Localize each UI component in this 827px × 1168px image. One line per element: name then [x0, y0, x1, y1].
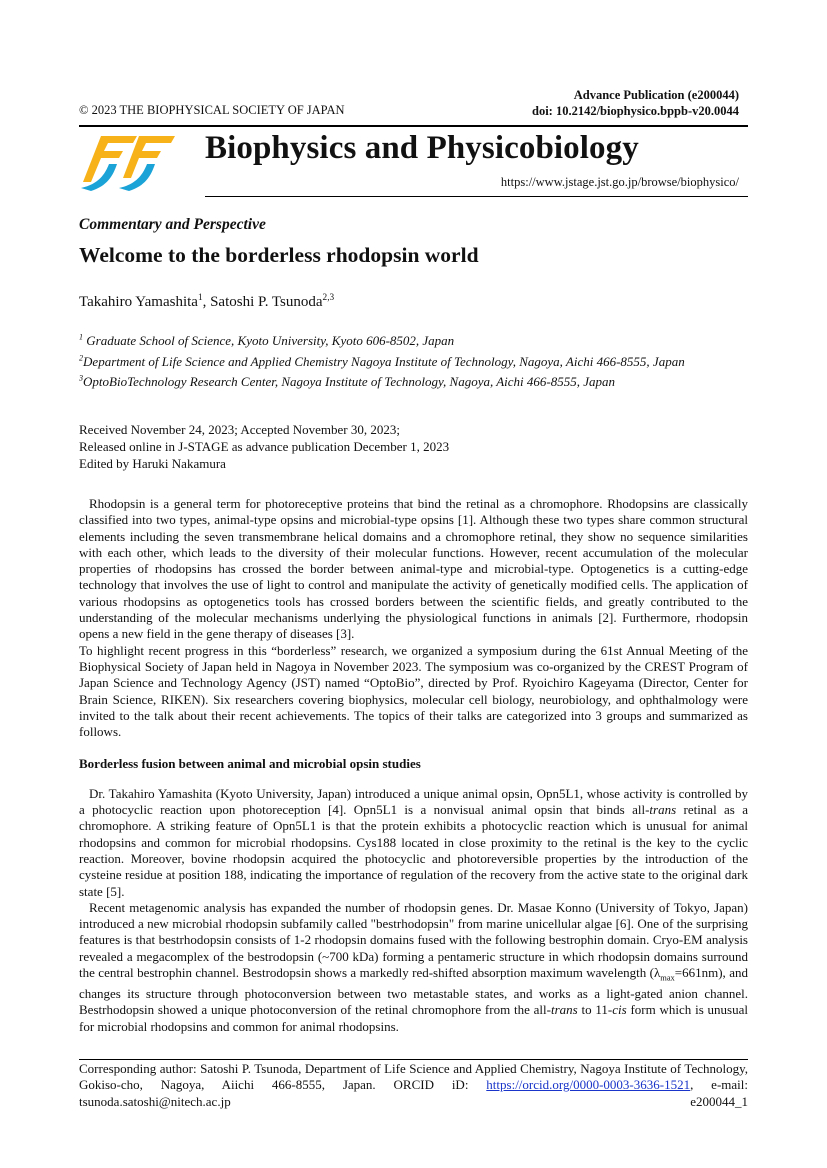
- journal-url[interactable]: https://www.jstage.jst.go.jp/browse/biophysico/: [500, 175, 739, 189]
- author-name: Satoshi P. Tsunoda: [210, 294, 323, 310]
- paragraph: To highlight recent progress in this “borderless” research, we organized a symposium during the 61st Annual Meeting of the Biophysical Society of Japan held in Nagoya in November 2023. The symposium was co-organized by the CREST Program of Japan Science and Technology Agency (JST) named “OptoBio”, directed by Prof. Ryoichiro Kageyama (Director, Center for Brain Science, RIKEN). Six researchers covering biophysics, molecular cell biology, neurobiology, and ophthalmology were invited to the talk about their recent achievements. The topics of their talks are categorized into 3 groups and summarized as follows.: [79, 642, 748, 740]
- text-run: to 11-: [577, 1002, 613, 1018]
- publication-info: [532, 87, 739, 119]
- text-run: retinal as a chromophore. A striking feature of Opn5L1 is that the protein exhibits a photocyclic reaction which is unusual for animal rhodopsins and common for microbial rhodopsins. Cys188 located in close proximity to the retinal is the key to the cyclic reaction. Moreover, bovine rhodopsin acquired the photocyclic and photoreversible properties by the introduction of the cysteine residue at position 188, indicating the importance of regulation of the recovery from the active state to the original dark state [5].: [79, 802, 748, 899]
- title-rule: [205, 196, 748, 197]
- affil-number: 1: [79, 332, 84, 342]
- paragraph: [79, 786, 748, 900]
- author-affil-sup: 2,3: [322, 293, 335, 303]
- header-rule: [79, 125, 748, 127]
- affil-text: Department of Life Science and Applied Chemistry Nagoya Institute of Technology, Nagoya, Aichi 466-8555, Japan: [83, 353, 685, 369]
- footer-rule: [79, 1059, 748, 1060]
- affiliation: [79, 352, 759, 373]
- italic-term: trans: [550, 1002, 578, 1018]
- advance-publication-id: Advance Publication (e200044): [573, 88, 739, 102]
- page-number: e200044_1: [690, 1094, 748, 1109]
- released-date: Released online in J-STAGE as advance publication December 1, 2023: [79, 439, 450, 454]
- author-affil-sup: 1: [197, 293, 203, 303]
- copyright-notice: © 2023 THE BIOPHYSICAL SOCIETY OF JAPAN: [79, 103, 345, 117]
- italic-term: cis: [612, 1002, 627, 1018]
- editor: Edited by Haruki Nakamura: [79, 456, 226, 471]
- author-name: Takahiro Yamashita: [79, 294, 198, 310]
- italic-term: trans: [649, 802, 677, 818]
- affiliation: [79, 331, 759, 352]
- text-run: , e-mail: tsunoda.satoshi@nitech.ac.jp: [79, 1077, 748, 1109]
- paragraph: Rhodopsin is a general term for photoreceptive proteins that bind the retinal as a chromophore. Rhodopsins are classically classified into two types, animal-type opsins and microbial-type opsins [1]. Although these two types share common structural elements including the seven transmembrane helical domains and a chromophore retinal, they show no sequence similarities with each other, which leads to the diversity of their molecular functions. However, recent accumulation of the molecular properties of rhodopsins has crossed the border between animal-type and microbial-type. Optogenetics is a cutting-edge technology that involves the use of light to control and manipulate the activity of genetically modified cells. The application of various rhodopsins as optogenetics tools has crossed borders between the scientific fields, and greatly contributed to the understanding of the molecular mechanisms underlying the physiological functions in animals [2]. Furthermore, rhodopsin opens a new field in the gene therapy of diseases [3].: [79, 496, 748, 642]
- article-dates: [79, 421, 759, 472]
- article-body: [79, 496, 748, 1035]
- text-run: Dr. Takahiro Yamashita (Kyoto University, Japan) introduced a unique animal opsin, Opn5L1, whose activity is controlled by a photocyclic reaction upon photoreception [4]. Opn5L1 is a nonvisual animal opsin that binds all-: [79, 785, 748, 818]
- affiliations: [79, 331, 759, 393]
- paragraph: [79, 900, 748, 1035]
- affil-number: 3: [79, 373, 84, 383]
- text-run: form which is unusual for microbial rhodopsins and common for animal rhodopsins.: [79, 1002, 748, 1034]
- section-heading: Borderless fusion between animal and microbial opsin studies: [79, 756, 421, 772]
- text-run: Corresponding author: Satoshi P. Tsunoda, Department of Life Science and Applied Chemistry, Nagoya Institute of Technology, Gokiso-cho, Nagoya, Aiichi 466-8555, Japan. ORCID iD:: [79, 1061, 748, 1093]
- author-list: [79, 294, 334, 311]
- doi[interactable]: doi: 10.2142/biophysico.bppb-v20.0044: [532, 104, 739, 118]
- affil-text: Graduate School of Science, Kyoto University, Kyoto 606-8502, Japan: [83, 333, 455, 348]
- received-date: Received November 24, 2023; Accepted November 30, 2023;: [79, 422, 400, 437]
- author-separator: ,: [202, 294, 211, 310]
- text-run: Recent metagenomic analysis has expanded the number of rhodopsin genes. Dr. Masae Konno (University of Tokyo, Japan) introduced a new microbial rhodopsin subfamily called "bestrhodopsin" from marine unicellular algae [6]. One of the surprising features is that bestrhodopsin consists of 1-2 rhodopsin domains fused with the following bestrophin domain. Cryo-EM analysis revealed a megacomplex of the bestrodopsin (~700 kDa) forming a pentameric structure in which rhodopsin domains surround the central bestrophin channel. Bestrodopsin shows a markedly red-shifted absorption maximum wavelength (λ: [79, 899, 748, 981]
- affil-text: OptoBioTechnology Research Center, Nagoya Institute of Technology, Nagoya, Aichi 466-8555, Japan: [83, 374, 616, 389]
- subscript: max: [660, 972, 675, 983]
- article-category: Commentary and Perspective: [79, 216, 266, 233]
- journal-title: Biophysics and Physicobiology: [205, 130, 639, 166]
- text-run: =661nm), and changes its structure through photoconversion between two metastable states, and works as a light-gated anion channel. Bestrhodopsin showed a unique photoconversion of the retinal chromophore from the all-: [79, 965, 748, 1018]
- affil-number: 2: [79, 353, 84, 363]
- corresponding-author-note: [79, 1061, 748, 1110]
- orcid-link[interactable]: https://orcid.org/0000-0003-3636-1521: [486, 1077, 691, 1093]
- affiliation: [79, 372, 759, 393]
- journal-logo-icon: [79, 134, 179, 192]
- article-title: Welcome to the borderless rhodopsin world: [79, 243, 479, 267]
